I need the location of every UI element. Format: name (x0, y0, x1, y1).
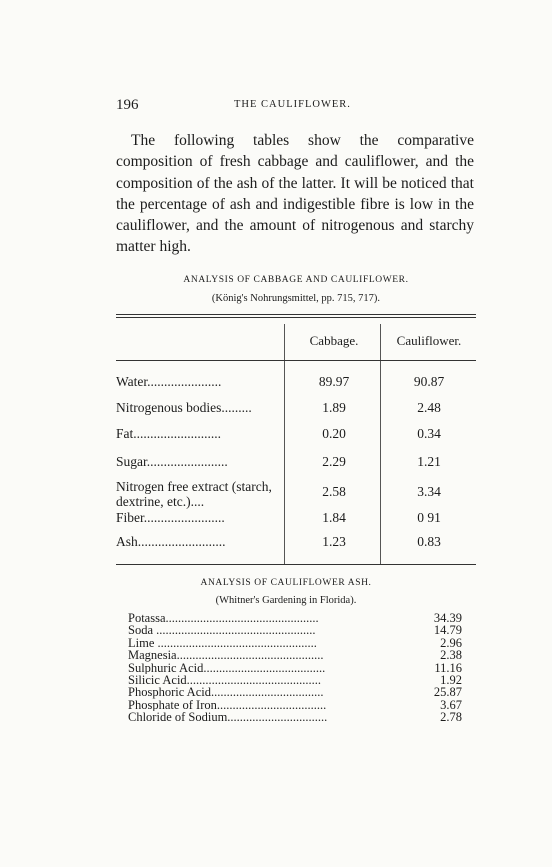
table-row (116, 400, 476, 426)
ash-label: Phosphate of Iron................................... (128, 698, 327, 712)
column-header-cauliflower: Cauliflower. (396, 333, 462, 348)
cauliflower-value: 90.87 (413, 374, 445, 389)
cauliflower-value: 3.34 (417, 484, 441, 499)
cabbage-value: 2.58 (322, 484, 346, 499)
list-item (128, 612, 462, 624)
table2-title: ANALYSIS OF CAULIFLOWER ASH. (200, 578, 372, 588)
table-top-rule-inner (116, 317, 476, 318)
ash-label: Chloride of Sodium................................ (128, 711, 328, 724)
ash-value: 14.79 (433, 623, 462, 638)
composition-table (116, 314, 476, 566)
ash-value: 2.38 (440, 648, 462, 663)
list-item (128, 711, 462, 723)
table-row (116, 454, 476, 480)
ash-label: Sulphuric Acid....................................... (128, 661, 326, 674)
row-label: Nitrogen free extract (starch, dextrine, etc.).... (116, 479, 272, 509)
ash-label: Soda ................................................... (128, 624, 316, 637)
cauliflower-value: 1.21 (417, 454, 441, 469)
list-item (128, 674, 462, 686)
cabbage-value: 1.23 (322, 534, 346, 549)
table1-source: (König's Nohrungsmittel, pp. 715, 717). (211, 293, 381, 304)
ash-value: 3.67 (440, 697, 462, 712)
cabbage-value: 2.29 (322, 454, 346, 469)
ash-label: Potassa................................................. (128, 612, 319, 625)
page-header (116, 97, 476, 115)
table-row (116, 510, 476, 536)
cabbage-value: 1.84 (322, 510, 346, 525)
list-item (128, 699, 462, 711)
cauliflower-value: 0.83 (417, 534, 441, 549)
cabbage-value: 0.20 (322, 426, 346, 441)
list-item (128, 686, 462, 698)
page-number: 196 (116, 97, 139, 113)
ash-label: Lime ................................................... (128, 636, 317, 650)
row-label: Nitrogenous bodies......... (116, 400, 252, 415)
ash-label: Silicic Acid........................................... (128, 673, 322, 687)
list-item (128, 662, 462, 674)
list-item (128, 624, 462, 636)
row-label: Ash.......................... (116, 534, 226, 549)
column-header-cabbage: Cabbage. (309, 333, 359, 348)
row-label: Water...................... (116, 374, 222, 389)
ash-value: 25.87 (433, 685, 462, 700)
ash-label: Magnesia............................................... (128, 649, 324, 662)
table-row (116, 374, 476, 400)
cauliflower-value: 0 91 (417, 510, 441, 525)
table-row (116, 534, 476, 560)
list-item (128, 637, 462, 649)
row-label: Fat.......................... (116, 426, 222, 441)
cauliflower-value: 0.34 (417, 426, 441, 441)
ash-value: 34.39 (433, 611, 462, 625)
ash-value: 2.96 (440, 635, 462, 650)
header-rule (116, 360, 476, 361)
ash-analysis-list (128, 612, 462, 724)
table-bottom-rule (116, 564, 476, 565)
cauliflower-value: 2.48 (417, 400, 441, 415)
list-item (128, 649, 462, 661)
table-row (116, 426, 476, 452)
ash-value: 2.78 (440, 710, 462, 725)
row-label: Fiber........................ (116, 510, 225, 525)
ash-label: Phosphoric Acid.................................... (128, 686, 324, 699)
table-row (116, 479, 476, 510)
running-title: THE CAULIFLOWER. (234, 99, 351, 110)
ash-value: 1.92 (440, 672, 462, 687)
row-label: Sugar........................ (116, 454, 228, 469)
table1-title: ANALYSIS OF CABBAGE AND CAULIFLOWER. (183, 275, 409, 285)
table2-source: (Whitner's Gardening in Florida). (215, 595, 357, 606)
cabbage-value: 1.89 (322, 400, 346, 415)
table-top-rule (116, 314, 476, 315)
body-paragraph: The following tables show the comparative composition of fresh cabbage and cauliflower, and the composition of the ash of the latter. It will be noticed that the percentage of ash and indigestible fibre is low in the cauliflower, and the amount of nitrogenous and starchy matter high. (116, 132, 474, 256)
ash-value: 11.16 (434, 660, 462, 675)
cabbage-value: 89.97 (318, 374, 350, 389)
